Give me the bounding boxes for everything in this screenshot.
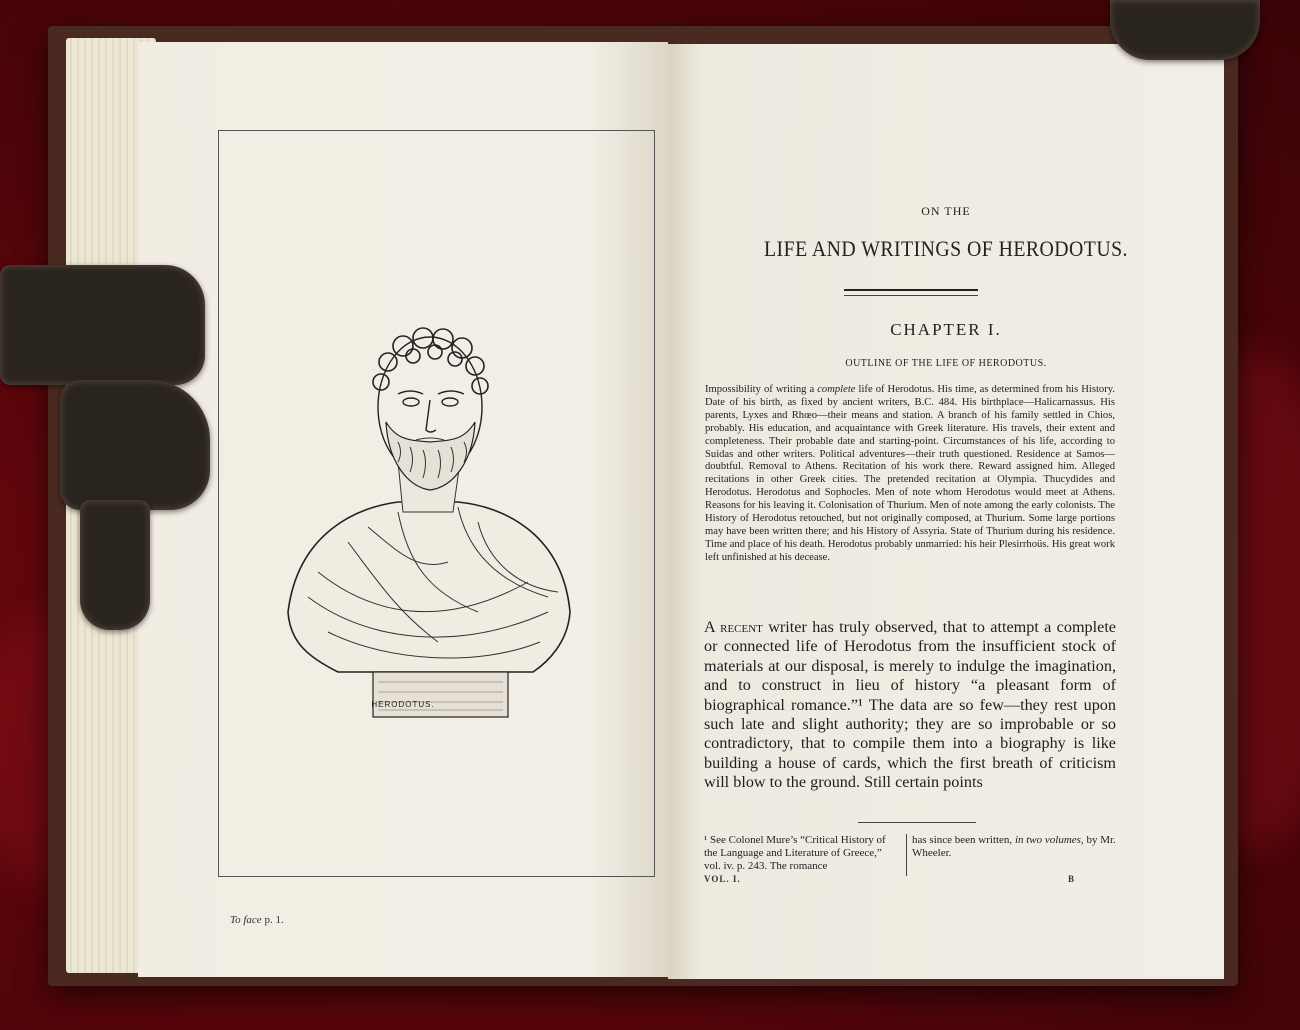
herodotus-bust-engraving	[278, 312, 578, 732]
left-page	[138, 42, 668, 977]
footnote-rule	[858, 822, 976, 823]
facing-page-note	[230, 914, 284, 926]
body-first: A	[704, 618, 721, 636]
footnote-left-column: ¹ See Colonel Mure’s “Critical History of the Language and Literature of Greece,” vol. iv. p. 243. The romance	[704, 834, 886, 872]
chapter-heading: CHAPTER I.	[890, 320, 1002, 339]
facing-note-page: p. 1.	[261, 914, 284, 926]
footnote-right-rest: by Mr. Wheeler.	[912, 834, 1116, 859]
book-title: LIFE AND WRITINGS OF HERODOTUS.	[764, 236, 1128, 261]
footnote-right-lead: has since been written,	[912, 834, 1015, 846]
metal-clasp-right	[1110, 0, 1260, 60]
summary-lead: Impossibility of writing a	[705, 384, 818, 395]
body-paragraph	[704, 618, 1116, 793]
right-page	[668, 44, 1224, 979]
facing-note-italic: To face	[230, 914, 262, 926]
title-rule	[844, 289, 978, 296]
footnote-right-column	[912, 834, 1118, 860]
heading-on-the: ON THE	[921, 204, 971, 218]
chapter-subtitle: OUTLINE OF THE LIFE OF HERODOTUS.	[845, 358, 1047, 369]
chapter-summary	[705, 384, 1115, 565]
footnote-divider	[906, 834, 907, 876]
body-smallcaps: recent	[720, 618, 763, 636]
metal-clasp-left	[0, 265, 205, 385]
metal-clasp-left-tab	[80, 500, 150, 630]
signature-mark: B	[1068, 874, 1075, 884]
summary-rest: life of Herodotus. His time, as determined from his History. Date of his birth, as fixed by ancient writers, B.C. 484. His birthplace—Halicarnassus. His parents, Lyxes and Rhœo—their means and station. A branch of his family settled in Chios, probably. His education, and acquaintance with Greek literature. His travels, their extent and completeness. Their probable date and starting-point. Circumstances of his life, according to Suidas and other writers. Political adventures—their truth questioned. Residence at Samos—doubtful. Removal to Athens. Recitation of his work there. Reward assigned him. Alleged recitations in other Greek cities. The pretended recitation at Olympia. Thucydides and Herodotus. Herodotus and Sophocles. Men of note whom Herodotus would meet at Athens. Reasons for his leaving it. Colonisation of Thurium. Men of note among the early colonists. The History of Herodotus retouched, but not originally composed, at Thurium. Some large portions may have been written there; and his History of Assyria. State of Thurium during his residence. Time and place of his death. Herodotus probably unmarried: his heir Plesirrhoüs. His great work left unfinished at his decease.	[705, 384, 1116, 563]
volume-mark: VOL. I.	[704, 874, 741, 884]
plate-caption: HERODOTUS.	[371, 700, 435, 709]
metal-clasp-left-lower	[60, 380, 210, 510]
footnote-right-italic: in two volumes,	[1014, 834, 1084, 846]
summary-italic: complete	[817, 384, 856, 395]
body-rest: writer has truly observed, that to attempt a complete or connected life of Herodotus from the insufficient stock of materials at our disposal, is merely to indulge the imagination, and to construct in lieu of history “a pleasant form of biographical romance.”¹ The data are so few—they rest upon such late and slight authority; they are so improbable or so contradictory, that to compile them into a biography is like building a house of cards, which the first breath of criticism will blow to the ground. Still certain points	[704, 618, 1116, 792]
